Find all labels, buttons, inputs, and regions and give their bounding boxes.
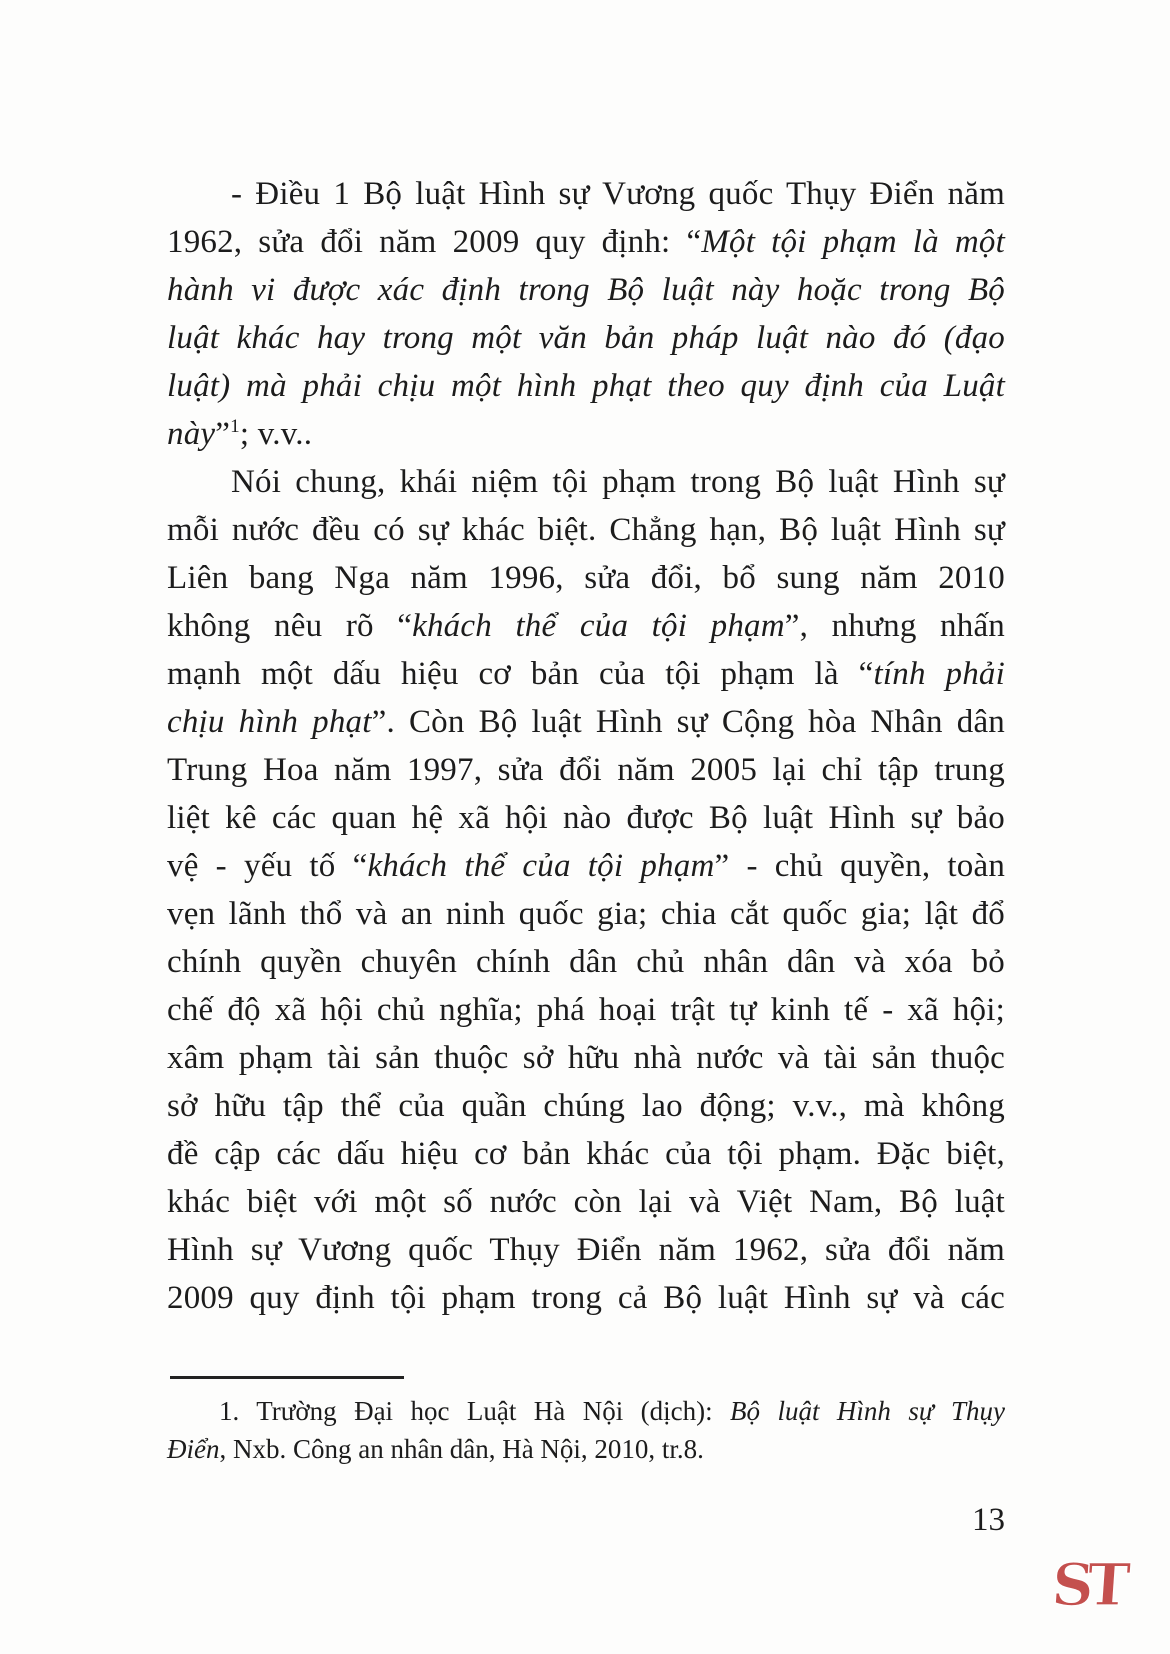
footnote <box>167 1392 1005 1468</box>
text-segment: ; v.v.. <box>239 416 313 452</box>
body-line <box>167 1226 1005 1274</box>
footnote-reference-marker: 1 <box>230 416 240 437</box>
body-line <box>167 698 1005 746</box>
text-segment: tính phải <box>873 656 1006 692</box>
body-line <box>167 650 1005 698</box>
text-segment: vẹn lãnh thổ và an ninh quốc gia; chia cắt quốc gia; lật đổ <box>167 896 1005 932</box>
publisher-logo <box>1049 1549 1126 1619</box>
body-line <box>167 362 1005 410</box>
footnote-rule <box>170 1376 404 1379</box>
body-line <box>167 218 1005 266</box>
st-logo-icon <box>1049 1549 1126 1619</box>
body-line <box>167 602 1005 650</box>
text-segment: mạnh một dấu hiệu cơ bản của tội phạm là “ <box>167 656 874 692</box>
text-segment: mỗi nước đều có sự khác biệt. Chẳng hạn, Bộ luật Hình sự <box>167 512 1005 548</box>
text-segment: Trung Hoa năm 1997, sửa đổi năm 2005 lại chỉ tập trung <box>167 752 1005 788</box>
body-line <box>167 1130 1005 1178</box>
text-segment: chính quyền chuyên chính dân chủ nhân dân và xóa bỏ <box>167 944 1005 980</box>
body-line <box>167 314 1005 362</box>
body-line <box>167 1034 1005 1082</box>
body-line <box>167 458 1005 506</box>
body-line <box>167 794 1005 842</box>
body-line <box>167 170 1005 218</box>
body-line <box>167 842 1005 890</box>
footnote-line <box>167 1430 1005 1468</box>
text-segment: , Nxb. Công an nhân dân, Hà Nội, 2010, tr.8. <box>219 1434 704 1464</box>
text-segment: này <box>167 416 216 452</box>
text-segment: 1. Trường Đại học Luật Hà Nội (dịch): <box>219 1396 731 1426</box>
text-segment: Bộ luật Hình sự Thụy <box>730 1396 1005 1426</box>
body-line <box>167 554 1005 602</box>
page-number: 13 <box>972 1502 1005 1538</box>
text-segment: Liên bang Nga năm 1996, sửa đổi, bổ sung năm 2010 <box>167 560 1005 596</box>
footnote-line <box>167 1392 1005 1430</box>
text-segment: Hình sự Vương quốc Thụy Điển năm 1962, sửa đổi năm <box>167 1232 1005 1268</box>
logo-text: ST <box>1049 1550 1126 1619</box>
body-line <box>167 506 1005 554</box>
text-segment: chịu hình phạt <box>167 704 372 740</box>
text-segment: ” - chủ quyền, toàn <box>714 848 1006 884</box>
text-segment: Một tội phạm là một <box>701 224 1005 260</box>
text-segment: luật khác hay trong một văn bản pháp luật nào đó (đạo <box>167 320 1005 356</box>
body-line <box>167 410 1005 458</box>
text-segment: hành vi được xác định trong Bộ luật này hoặc trong Bộ <box>167 272 1005 308</box>
text-segment: 2009 quy định tội phạm trong cả Bộ luật Hình sự và các <box>167 1280 1005 1316</box>
body-text <box>167 170 1005 1322</box>
body-line <box>167 1178 1005 1226</box>
text-segment: xâm phạm tài sản thuộc sở hữu nhà nước và tài sản thuộc <box>167 1040 1005 1076</box>
text-segment: sở hữu tập thể của quần chúng lao động; v.v., mà không <box>167 1088 1005 1124</box>
text-segment: vệ - yếu tố “ <box>167 848 368 884</box>
text-segment: 1962, sửa đổi năm 2009 quy định: “ <box>167 224 702 260</box>
text-segment: khác biệt với một số nước còn lại và Việt Nam, Bộ luật <box>167 1184 1005 1220</box>
body-line <box>167 1082 1005 1130</box>
text-segment: ”. Còn Bộ luật Hình sự Cộng hòa Nhân dân <box>371 704 1006 740</box>
text-segment: khách thể của tội phạm <box>367 848 715 884</box>
body-line <box>167 746 1005 794</box>
text-segment: Nói chung, khái niệm tội phạm trong Bộ luật Hình sự <box>231 464 1005 500</box>
body-line <box>167 890 1005 938</box>
text-segment: đề cập các dấu hiệu cơ bản khác của tội phạm. Đặc biệt, <box>167 1136 1005 1172</box>
body-line <box>167 266 1005 314</box>
text-segment: luật) mà phải chịu một hình phạt theo quy định của Luật <box>167 368 1005 404</box>
text-segment: ”, nhưng nhấn <box>784 608 1006 644</box>
body-line <box>167 938 1005 986</box>
text-segment: liệt kê các quan hệ xã hội nào được Bộ luật Hình sự bảo <box>167 800 1005 836</box>
text-segment: ” <box>215 416 231 452</box>
text-segment: khách thể của tội phạm <box>412 608 785 644</box>
text-segment: Điển <box>167 1434 220 1464</box>
text-segment: - Điều 1 Bộ luật Hình sự Vương quốc Thụy Điển năm <box>231 176 1005 212</box>
text-segment: không nêu rõ “ <box>167 608 413 644</box>
body-line <box>167 986 1005 1034</box>
body-line <box>167 1274 1005 1322</box>
text-segment: chế độ xã hội chủ nghĩa; phá hoại trật tự kinh tế - xã hội; <box>167 992 1005 1028</box>
